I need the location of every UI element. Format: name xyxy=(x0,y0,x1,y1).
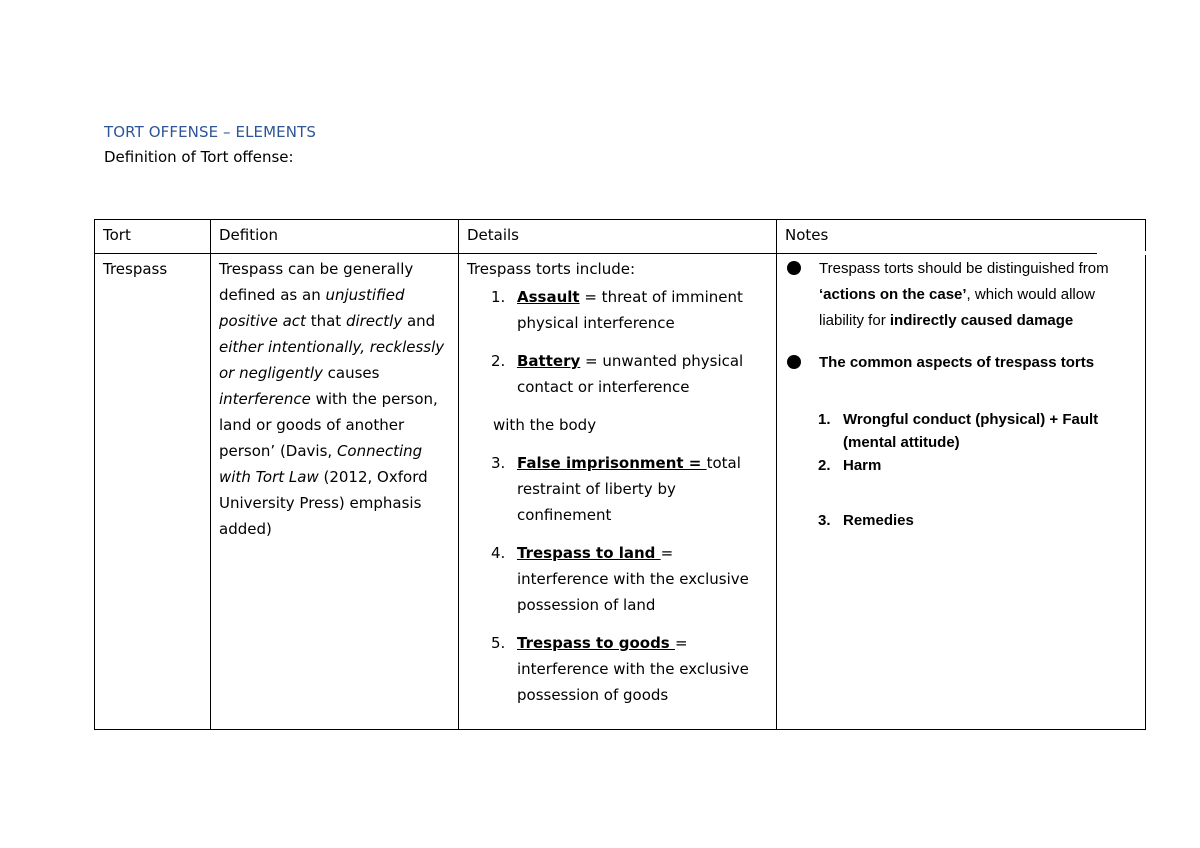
border-gap xyxy=(1097,251,1147,255)
list-number: 2. xyxy=(818,457,831,474)
list-number: 3. xyxy=(491,454,506,472)
tort-description: = interference with the exclusive possession of goods xyxy=(517,634,749,704)
tort-elements-table xyxy=(94,219,1146,730)
aspect-text: Wrongful conduct (physical) + Fault (mental attitude) xyxy=(843,411,1099,451)
list-item xyxy=(785,256,1137,334)
list-number: 3. xyxy=(818,512,831,529)
header-definition: Defition xyxy=(211,220,459,254)
definition-text: Trespass can be generally defined as an xyxy=(219,260,414,304)
header-tort: Tort xyxy=(95,220,211,254)
cell-definition xyxy=(211,254,459,730)
definition-emphasis: unjustified positive act xyxy=(219,286,405,330)
list-item xyxy=(785,350,1137,376)
list-item xyxy=(491,540,768,618)
table-header-row xyxy=(95,220,1146,254)
definition-text: and xyxy=(402,312,436,330)
note-text: Trespass torts should be distinguished from xyxy=(819,260,1109,277)
aspect-text: Remedies xyxy=(843,512,914,529)
definition-emphasis: either intentionally, recklessly or negligently xyxy=(219,338,445,382)
list-item xyxy=(491,630,768,708)
details-interlude: with the body xyxy=(493,416,597,434)
tort-description: = unwanted physical contact or interference xyxy=(517,352,744,396)
bullet-icon xyxy=(787,261,801,275)
list-number: 1. xyxy=(491,288,506,306)
notes-bullet-list xyxy=(785,256,1137,376)
list-item xyxy=(491,284,768,336)
aspect-text: Harm xyxy=(843,457,882,474)
cell-tort: Trespass xyxy=(95,254,211,730)
tort-description: = interference with the exclusive possession of land xyxy=(517,544,749,614)
definition-text: (2012, Oxford University Press) emphasis added) xyxy=(219,468,428,538)
list-item xyxy=(818,454,1137,477)
list-number: 1. xyxy=(818,411,831,428)
cell-details xyxy=(459,254,777,730)
cell-notes xyxy=(777,254,1146,730)
header-notes: Notes xyxy=(777,220,1146,254)
trespass-list-continued xyxy=(467,450,768,708)
details-intro: Trespass torts include: xyxy=(467,260,636,278)
table-row xyxy=(95,254,1146,730)
definition-text: with the person, land or goods of another person’ (Davis, xyxy=(219,390,438,460)
definition-emphasis: Connecting with Tort Law xyxy=(219,442,423,486)
bullet-icon xyxy=(787,355,801,369)
definition-emphasis: directly xyxy=(345,312,403,330)
tort-term: False imprisonment = xyxy=(517,454,707,472)
note-emphasis: The common aspects of trespass torts xyxy=(819,354,1095,371)
document-heading: TORT OFFENSE – ELEMENTS xyxy=(104,123,316,141)
note-text: , which would allow liability for xyxy=(819,286,1095,329)
trespass-list xyxy=(467,284,768,400)
tort-term: Trespass to land xyxy=(517,544,661,562)
tort-description: total restraint of liberty by confinement xyxy=(517,454,741,524)
tort-term: Battery xyxy=(517,352,581,370)
list-number: 4. xyxy=(491,544,506,562)
definition-text: that xyxy=(305,312,346,330)
tort-description: = threat of imminent physical interference xyxy=(517,288,743,332)
list-number: 5. xyxy=(491,634,506,652)
header-details: Details xyxy=(459,220,777,254)
definition-emphasis: interference xyxy=(219,390,311,408)
note-emphasis: ‘actions on the case’ xyxy=(819,286,967,303)
list-item xyxy=(818,509,1137,532)
list-item xyxy=(818,408,1137,454)
list-number: 2. xyxy=(491,352,506,370)
list-item xyxy=(491,348,768,400)
tort-term: Trespass to goods xyxy=(517,634,675,652)
list-item xyxy=(491,450,768,528)
aspects-list xyxy=(785,408,1137,532)
tort-term: Assault xyxy=(517,288,580,306)
note-emphasis: indirectly caused damage xyxy=(889,312,1074,329)
document-subheading: Definition of Tort offense: xyxy=(104,148,294,166)
definition-text: causes xyxy=(322,364,380,382)
